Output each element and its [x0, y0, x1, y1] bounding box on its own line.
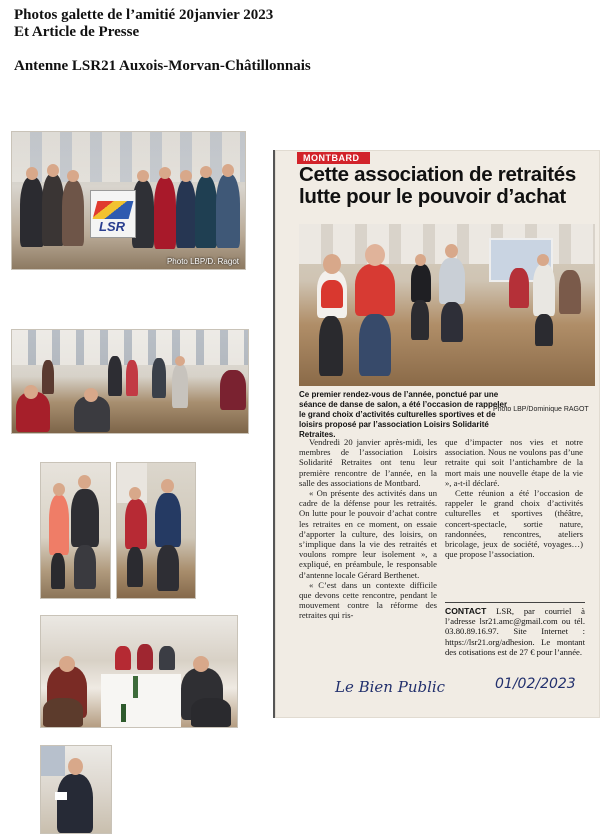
speaker-photo: [40, 745, 112, 834]
dance-hall-photo: [11, 329, 249, 434]
table-photo: [40, 615, 238, 728]
photo-credit: Photo LBP/Dominique RAGOT: [493, 406, 589, 413]
couple-photo-right: [116, 462, 196, 599]
article-lead: Ce premier rendez-vous de l’année, ponctué par une séance de danse de salon, a été l’occasion de rappeler le grand choix d’activités culturelles sportives et de loisirs proposé par l’association Loisirs Solidarité Retraites.: [299, 390, 508, 439]
photo-caption: Photo LBP/D. Ragot: [166, 257, 239, 266]
section-tag: MONTBARD: [297, 152, 370, 164]
page-subtitle: Et Article de Presse: [14, 24, 140, 40]
handwritten-date: 01/02/2023: [495, 676, 576, 692]
handwritten-source: Le Bien Public: [335, 678, 446, 696]
article-column-2: [445, 437, 583, 595]
article-paragraph: « On présente des activités dans un cadre de la défense pour les retraités. On lutte pour le pouvoir d’achat contre les retraites en ce moment, on essaie d’apporter la culture, des loisirs, on s’implique dans la vie des retraités et voulons rompre leur isolement », a expliqué, en préambule, le responsable d’antenne locale Gérard Berthenet.: [299, 488, 437, 580]
article-paragraph: Vendredi 20 janvier après-midi, les membres de l’association Loisirs Solidarité Retraites ont tenu leur première rencontre de l’année, en la salle des associations de Montbard.: [299, 437, 437, 488]
newspaper-clipping: [273, 150, 600, 718]
article-paragraph: que d’impacter nos vies et notre association. Nous ne voulons pas d’une retraite qui soit l’antichambre de la mort mais une nouvelle étape de la vie », a-t-il déclaré.: [445, 437, 583, 488]
couple-photo-left: [40, 462, 111, 599]
antenna-title: Antenne LSR21 Auxois-Morvan-Châtillonnais: [14, 58, 311, 74]
contact-box: [445, 602, 585, 680]
article-column-1: [299, 437, 437, 677]
page-title: Photos galette de l’amitié 20janvier 2023: [14, 7, 274, 23]
lsr-banner: LSR: [90, 190, 136, 238]
article-paragraph: Cette réunion a été l’occasion de rappeler le grand choix d’activités culturelles et sportives (théâtre, concert-spectacle, sortie nature, randonnées, rencontres, ateliers bricolage, jeux de société, voyages…) que propose l’association.: [445, 488, 583, 560]
article-photo: [299, 224, 595, 386]
contact-label: CONTACT: [445, 606, 487, 616]
article-paragraph: « C’est dans un contexte difficile que devons cette rencontre, pendant le mouvement contre la réforme des retraites qui ris-: [299, 579, 437, 621]
article-headline: Cette association de retraités lutte pour le pouvoir d’achat: [299, 163, 576, 208]
contact-text: LSR, par courriel à l’adresse lsr21.amc@gmail.com ou tél. 03.80.89.16.97. Site Internet : https://lsr21.org/adhesion. Le montant des cotisations est de 27 € pour l’année.: [445, 606, 585, 657]
group-photo: [11, 131, 246, 270]
